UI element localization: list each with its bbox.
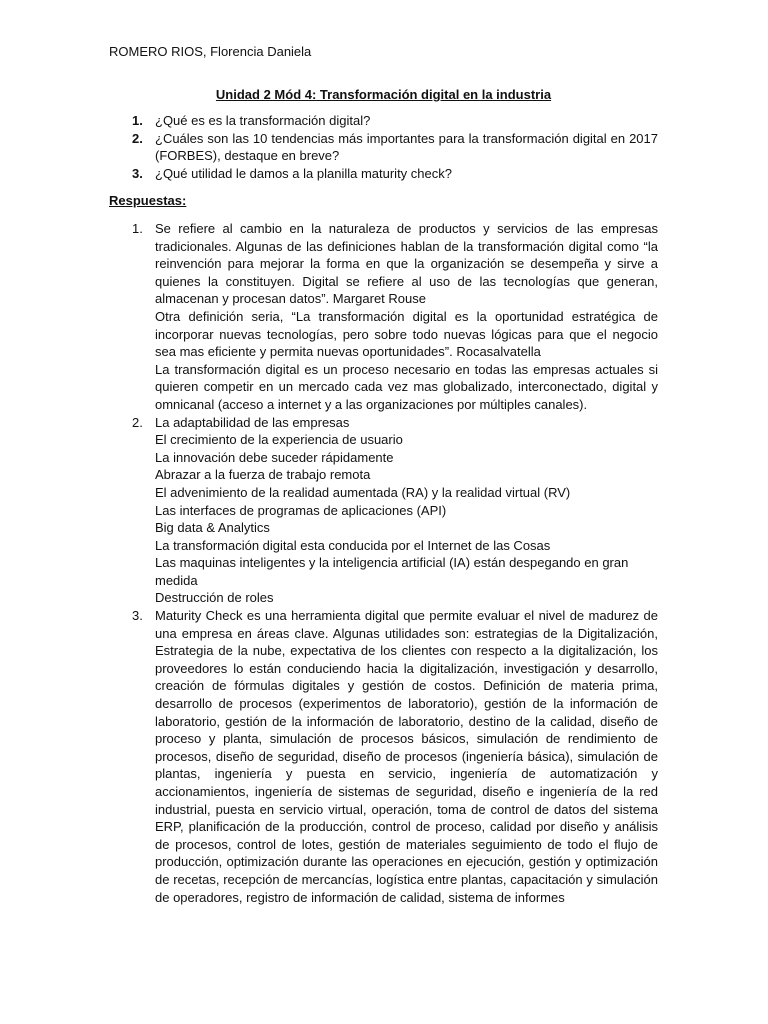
questions-list xyxy=(109,112,658,182)
question-number: 3. xyxy=(132,165,143,181)
author-name: ROMERO RIOS, Florencia Daniela xyxy=(109,44,312,59)
trend-item: El advenimiento de la realidad aumentada (RA) y la realidad virtual (RV) xyxy=(155,484,571,500)
question-item xyxy=(109,112,658,130)
question-text: ¿Cuáles son las 10 tendencias más importantes para la transformación digital en 2017 (FORBES), destaque en breve? xyxy=(155,130,658,164)
question-text: ¿Qué utilidad le damos a la planilla maturity check? xyxy=(155,165,452,181)
answer-number: 1. xyxy=(132,221,143,236)
trend-item: Las maquinas inteligentes y la inteligencia artificial (IA) están despegando en gran medida xyxy=(155,555,629,588)
answers-list xyxy=(109,220,658,906)
trend-item: Destrucción de roles xyxy=(155,590,274,606)
question-item xyxy=(109,130,658,165)
trend-item: Abrazar a la fuerza de trabajo remota xyxy=(155,467,371,483)
answer-number: 3. xyxy=(132,608,143,624)
question-number: 2. xyxy=(132,130,143,146)
trend-item: Big data & Analytics xyxy=(155,520,270,536)
answer-paragraph: La transformación digital es un proceso necesario en todas las empresas actuales si quieren competir en un mercado cada vez mas globalizado, interconectado, digital y omnicanal (acceso a internet y a las organizaciones por múltiples canales). xyxy=(155,361,658,412)
answer-paragraph: Maturity Check es una herramienta digital que permite evaluar el nivel de madurez de una empresa en áreas clave. Algunas utilidades son: estrategias de la Digitalización, Estrategia de la nube, expectativa de los clientes con respecto a la digitalización, los proveedores lo están conduciendo hacia la digitalización, investigación y desarrollo, creación de fórmulas digitales y gestión de costos. Definición de materia prima, desarrollo de procesos (experimentos de laboratorio), gestión de la información de laboratorio, gestión de la información de laboratorio, destino de la calidad, diseño de proceso y planta, simulación de procesos básicos, simulación de rendimiento de procesos, diseño de seguridad, diseño de procesos (ingeniería básica), simulación de plantas, ingeniería y puesta en servicio, ingeniería de automatización y accionamientos, ingeniería de sistemas de seguridad, diseño e ingeniería de la red industrial, puesta en servicio virtual, operación, toma de control de datos del sistema ERP, planificación de la producción, control de proceso, calidad por diseño y análisis de procesos, control de lotes, gestión de materiales seguimiento de todo el flujo de producción, optimización durante las operaciones en ejecución, gestión y optimización de recetas, recepción de mercancías, logística entre plantas, capacitación y simulación de operadores, registro de información de calidad, sistema de informes xyxy=(155,608,658,905)
trend-item: El crecimiento de la experiencia de usuario xyxy=(155,432,403,448)
answer-item xyxy=(109,414,658,608)
question-number: 1. xyxy=(132,113,143,128)
answer-item xyxy=(109,220,658,414)
answer-item xyxy=(109,607,658,906)
answers-heading: Respuestas: xyxy=(109,193,187,208)
answer-number: 2. xyxy=(132,414,143,430)
question-text: ¿Qué es es la transformación digital? xyxy=(155,113,371,128)
answer-paragraph: Otra definición seria, “La transformación digital es la oportunidad estratégica de incorporar nuevas tecnologías, pero sobre todo nuevas lógicas para que el negocio sea mas eficiente y permita nuevas oportunidades”. Rocasalvatella xyxy=(155,308,658,360)
document-title: Unidad 2 Mód 4: Transformación digital en la industria xyxy=(215,87,552,102)
trend-item: La innovación debe suceder rápidamente xyxy=(155,449,394,465)
question-item xyxy=(109,165,658,183)
trend-item: Las interfaces de programas de aplicaciones (API) xyxy=(155,502,447,518)
trend-item: La transformación digital esta conducida por el Internet de las Cosas xyxy=(155,537,551,553)
answer-paragraph: Se refiere al cambio en la naturaleza de productos y servicios de las empresas tradicionales. Algunas de las definiciones hablan de la transformación digital como “la reinvención para mejorar la forma en que la organización se desempeña y sirve a quienes la constituyen. Digital se refiere al uso de las tecnologías que generan, almacenan y procesan datos”. Margaret Rouse xyxy=(155,221,658,307)
trend-item: La adaptabilidad de las empresas xyxy=(155,414,350,430)
